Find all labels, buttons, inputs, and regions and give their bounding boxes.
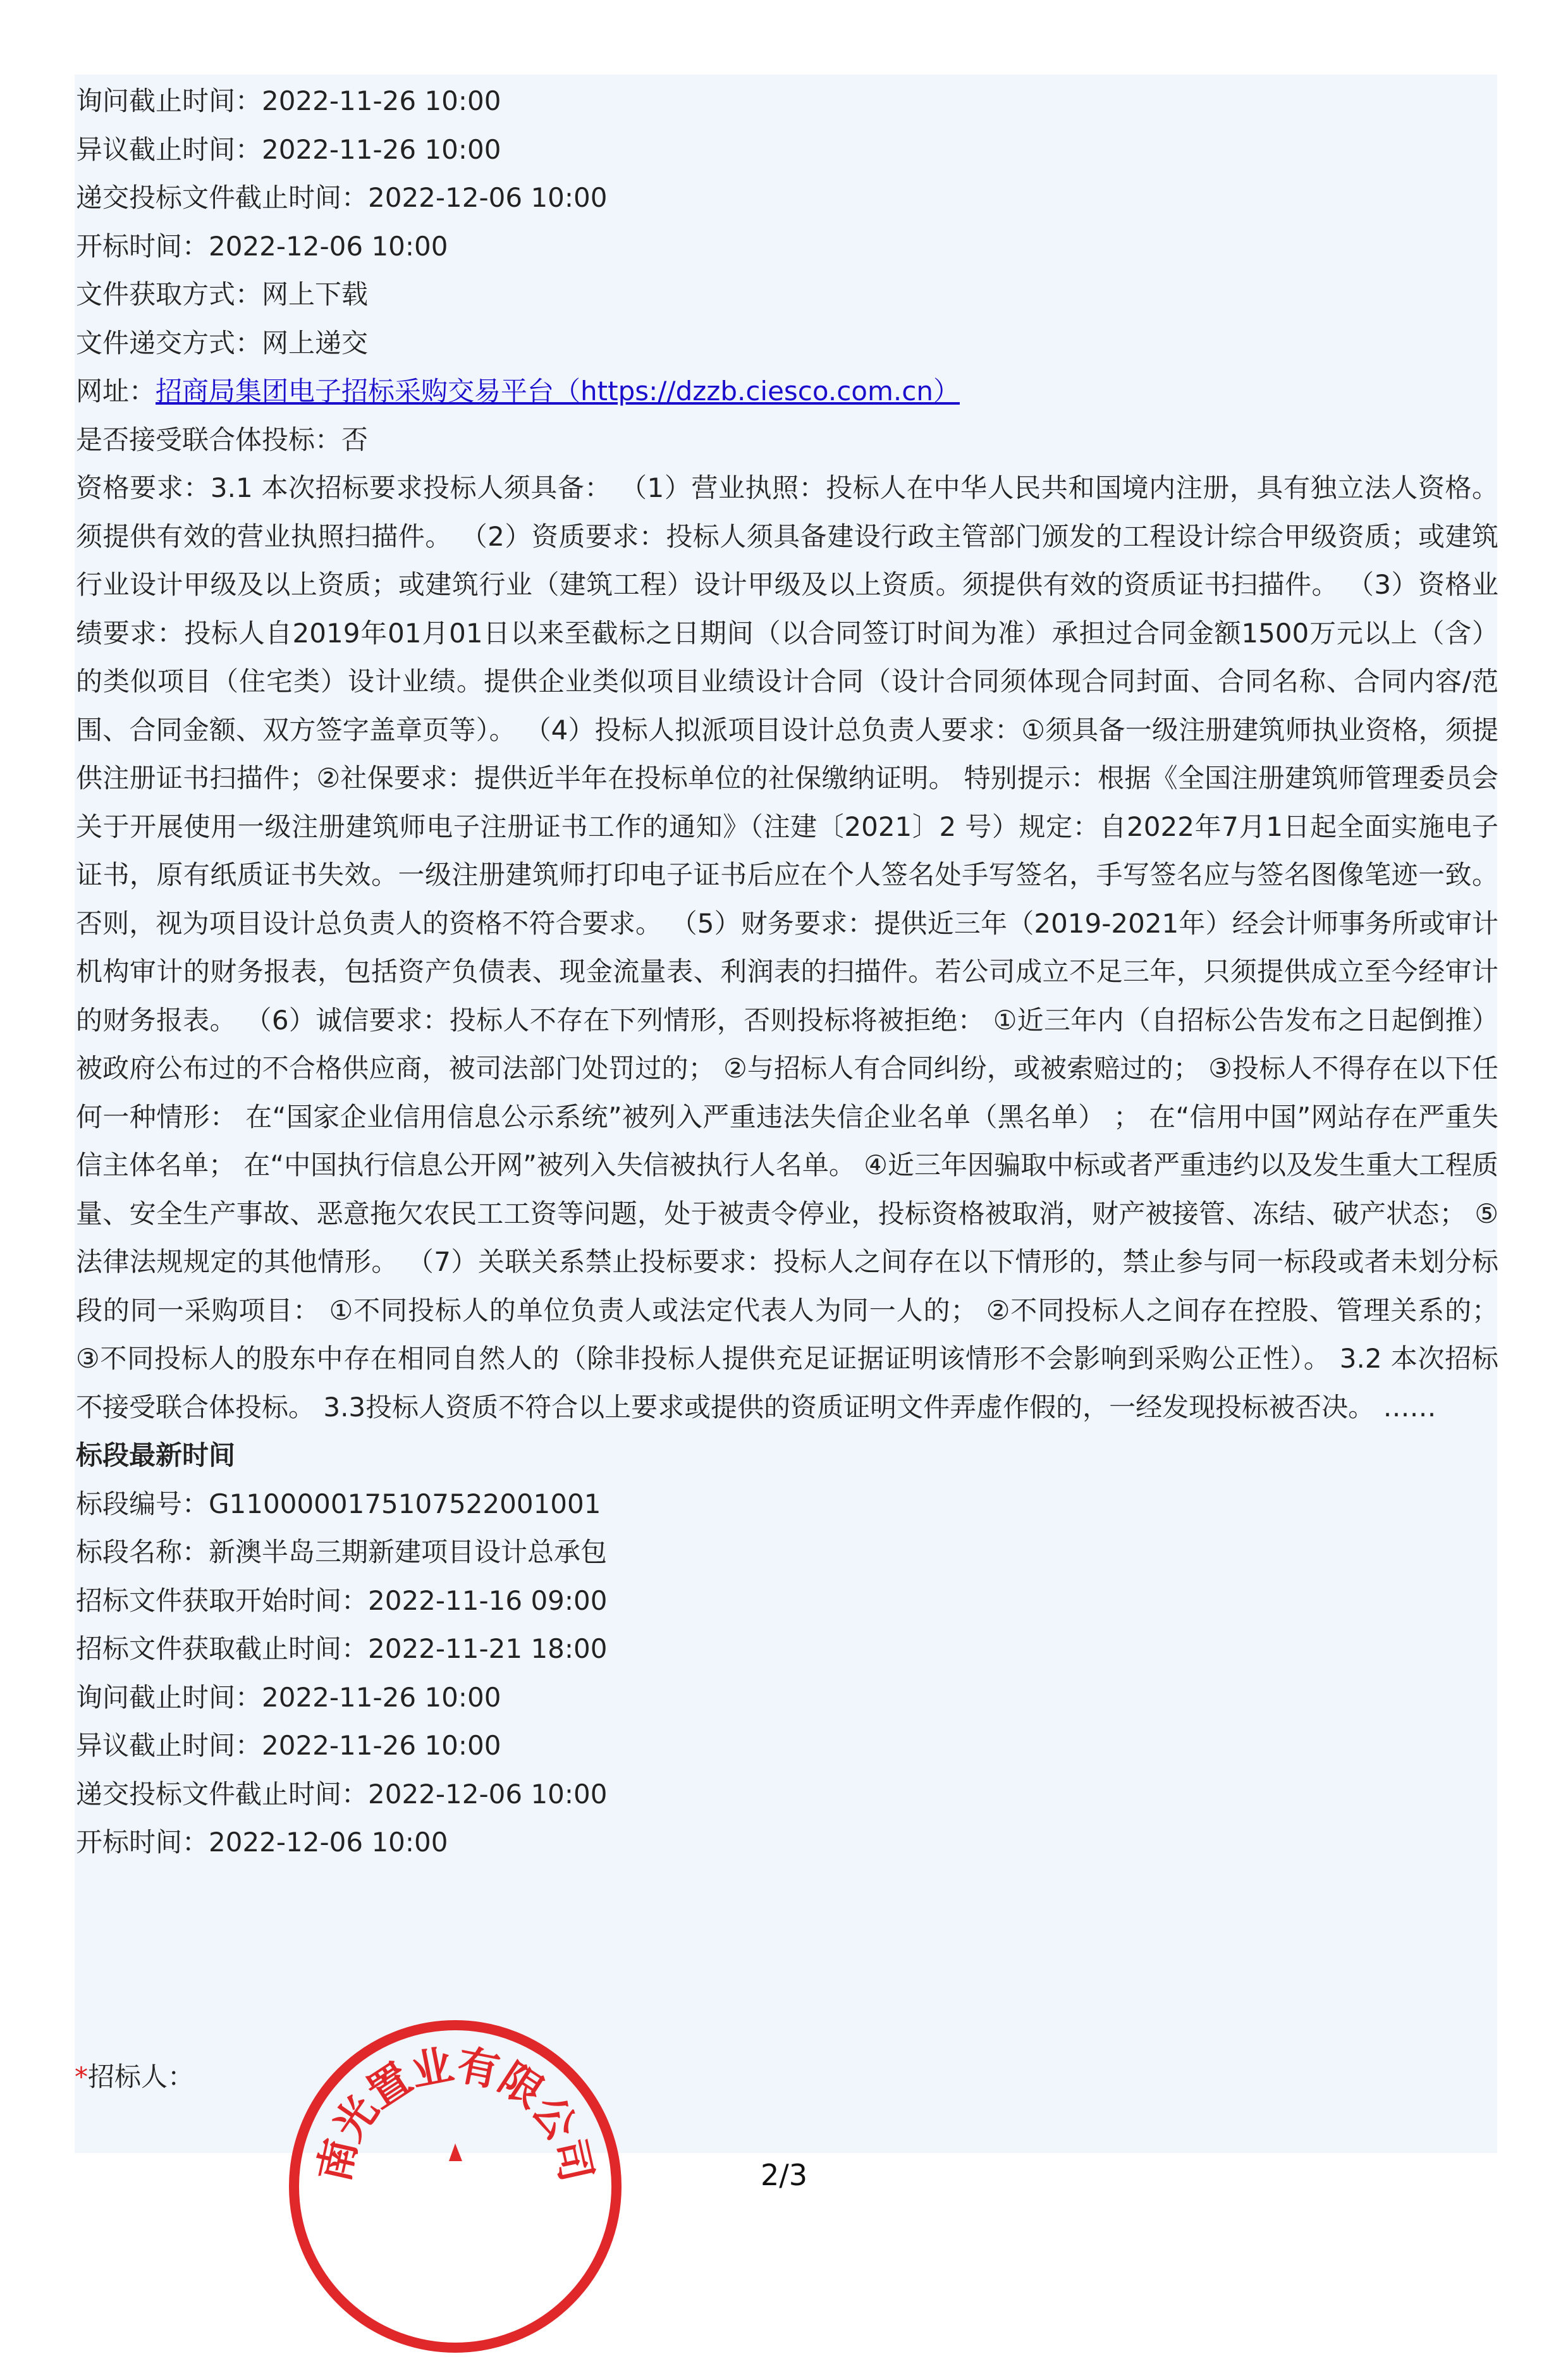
section-opening-time: 开标时间：2022-12-06 10:00	[76, 1827, 448, 1858]
bid-submission-deadline: 递交投标文件截止时间：2022-12-06 10:00	[76, 182, 608, 213]
document-acquisition-method: 文件获取方式：网上下载	[76, 279, 369, 310]
section-number: 标段编号：G1100000175107522001001	[76, 1488, 601, 1519]
company-seal	[278, 2009, 632, 2186]
section-heading: 标段最新时间	[76, 1440, 236, 1471]
objection-deadline: 异议截止时间：2022-11-26 10:00	[76, 133, 501, 165]
joint-bid-line: 是否接受联合体投标：否	[76, 424, 369, 455]
required-star: *	[75, 2061, 88, 2092]
section-objection-deadline: 异议截止时间：2022-11-26 10:00	[76, 1730, 501, 1761]
tenderer-label: *招标人：	[75, 2061, 195, 2092]
qualification-requirements: 资格要求：3.1 本次招标要求投标人须具备： （1）营业执照：投标人在中华人民共和国境内注册，具有独立法人资格。须提供有效的营业执照扫描件。 （2）资质要求：投标人须具备建设行政主管部门颁发的工程设计综合甲级资质；或建筑行业设计甲级及以上资质；或建筑行业（建筑工程）设计甲级及以上资质。须提供有效的资质证书扫描件。 （3）资格业绩要求：投标人自2019年01月01日以来至截标之日期间（以合同签订时间为准）承担过合同金额1500万元以上（含）的类似项目（住宅类）设计业绩。提供企业类似项目业绩设计合同（设计合同须体现合同封面、合同名称、合同内容/范围、合同金额、双方签字盖章页等）。 （4）投标人拟派项目设计总负责人要求：①须具备一级注册建筑师执业资格，须提供注册证书扫描件；②社保要求：提供近半年在投标单位的社保缴纳证明。 特别提示：根据《全国注册建筑师管理委员会关于开展使用一级注册建筑师电子注册证书工作的通知》（注建〔2021〕2 号）规定：自2022年7月1日起全面实施电子证书，原有纸质证书失效。一级注册建筑师打印电子证书后应在个人签名处手写签名，手写签名应与签名图像笔迹一致。否则，视为项目设计总负责人的资格不符合要求。 （5）财务要求：提供近三年（2019-2021年）经会计师事务所或审计机构审计的财务报表，包括资产负债表、现金流量表、利润表的扫描件。若公司成立不足三年，只须提供成立至今经审计的财务报表。 （6）诚信要求：投标人不存在下列情形，否则投标将被拒绝： ①近三年内（自招标公告发布之日起倒推）被政府公布过的不合格供应商，被司法部门处罚过的； ②与招标人有合同纠纷，或被索赔过的； ③投标人不得存在以下任何一种情形： 在“国家企业信用信息公示系统”被列入严重违法失信企业名单（黑名单） ； 在“信用中国”网站存在严重失信主体名单； 在“中国执行信息公开网”被列入失信被执行人名单。 ④近三年因骗取中标或者严重违约以及发生重大工程质量、安全生产事故、恶意拖欠农民工工资等问题，处于被责令停业，投标资格被取消，财产被接管、冻结、破产状态； ⑤法律法规规定的其他情形。 （7）关联关系禁止投标要求：投标人之间存在以下情形的，禁止参与同一标段或者未划分标段的同一采购项目： ①不同投标人的单位负责人或法定代表人为同一人的； ②不同投标人之间存在控股、管理关系的； ③不同投标人的股东中存在相同自然人的（除非投标人提供充足证据证明该情形不会影响到采购公正性）。 3.2 本次招标不接受联合体投标。 3.3投标人资质不符合以上要求或提供的资质证明文件弄虚作假的，一经发现投标被否决。 ……	[76, 472, 1499, 1423]
doc-acquisition-start: 招标文件获取开始时间：2022-11-16 09:00	[76, 1584, 608, 1616]
document-submission-method: 文件递交方式：网上递交	[76, 327, 369, 359]
website-line: 网址：招商局集团电子招标采购交易平台（https://dzzb.ciesco.com.cn）	[76, 376, 960, 407]
bid-opening-time: 开标时间：2022-12-06 10:00	[76, 230, 448, 262]
section-inquiry-deadline: 询问截止时间：2022-11-26 10:00	[76, 1681, 501, 1713]
inquiry-deadline: 询问截止时间：2022-11-26 10:00	[76, 85, 501, 116]
section-submission-deadline: 递交投标文件截止时间：2022-12-06 10:00	[76, 1778, 608, 1810]
platform-link[interactable]: 招商局集团电子招标采购交易平台（https://dzzb.ciesco.com.cn）	[156, 376, 960, 407]
doc-acquisition-end: 招标文件获取截止时间：2022-11-21 18:00	[76, 1633, 608, 1664]
section-name: 标段名称：新澳半岛三期新建项目设计总承包	[76, 1536, 608, 1567]
announcement-body	[76, 77, 1498, 1867]
seal-text: 南光置业有限公司	[309, 2040, 601, 2186]
page-number: 2/3	[760, 2158, 808, 2192]
